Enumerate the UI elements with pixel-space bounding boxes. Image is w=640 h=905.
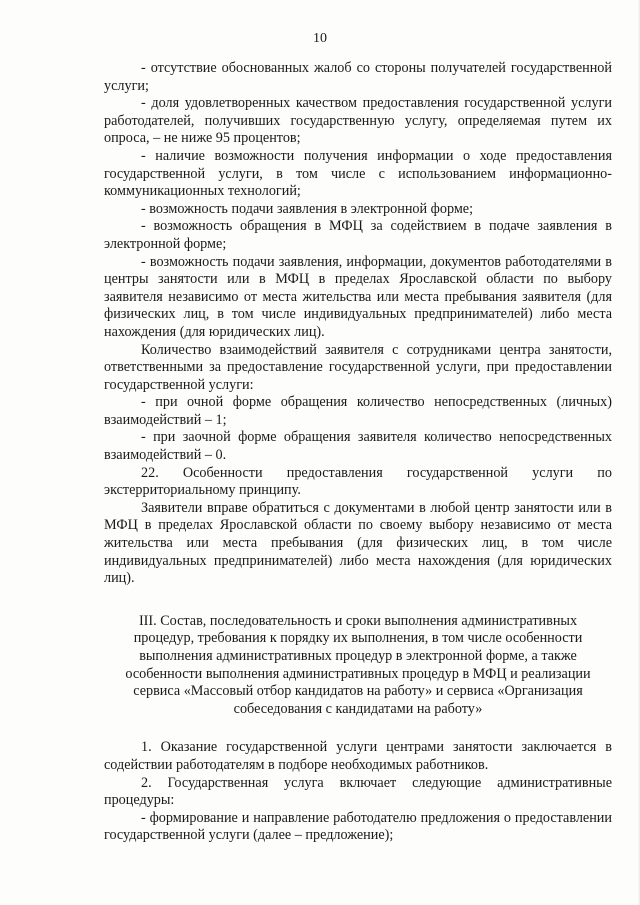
paragraph-in-person-interactions: - при очной форме обращения количество непосредственных (личных) взаимодействий – 1; <box>104 394 612 428</box>
paragraph-mfc-assistance: - возможность обращения в МФЦ за содействием в подаче заявления в электронной форме; <box>104 218 612 252</box>
paragraph-procedure-proposal: - формирование и направление работодателю предложения о предоставлении государственной услуги (далее – предложение); <box>104 809 612 844</box>
paragraph-no-complaints: - отсутствие обоснованных жалоб со стороны получателей государственной услуги; <box>104 60 612 94</box>
paragraph-electronic-application: - возможность подачи заявления в электронной форме; <box>141 200 474 217</box>
paragraph-interaction-count: Количество взаимодействий заявителя с сотрудниками центра занятости, ответственными за предоставление государственной услуги, при предоставлении государственной услуги: <box>104 341 612 393</box>
paragraph-submission-options: - возможность подачи заявления, информации, документов работодателями в центры занятости или в МФЦ в пределах Ярославской области по выбору заявителя независимо от места жительства или места пребывания заявителя (для физических лиц, в том числе индивидуальных предпринимателей) либо места нахождения (для юридических лиц). <box>104 253 612 340</box>
page-number: 10 <box>313 31 327 46</box>
paragraph-remote-interactions: - при заочной форме обращения заявителя количество непосредственных взаимодействий – 0. <box>104 429 612 464</box>
paragraph-service-essence: 1. Оказание государственной услуги центрами занятости заключается в содействии работодателям в подборе необходимых работников. <box>104 739 612 773</box>
paragraph-procedures-intro: 2. Государственная услуга включает следующие административные процедуры: <box>104 774 612 809</box>
paragraph-progress-info: - наличие возможности получения информации о ходе предоставления государственной услуги, в том числе с использованием информационно-коммуникационных технологий; <box>104 147 612 200</box>
paragraph-extraterritorial-rule: Заявители вправе обратиться с документами в любой центр занятости или в МФЦ в пределах Ярославской области по своему выбору независимо от места жительства или места пребывания (для физических лиц, в том числе индивидуальных предпринимателей) либо места нахождения (для юридических лиц). <box>104 499 612 587</box>
paragraph-extraterritorial-title: 22. Особенности предоставления государственной услуги по экстерриториальному принципу. <box>104 464 612 499</box>
section-heading: III. Состав, последовательность и сроки выполнения административных процедур, требования к порядку их выполнения, в том числе особенности выполнения административных процедур в электронной форме, а также особенности выполнения административных процедур в МФЦ и реализации сервиса «Массовый отбор кандидатов на работу» и сервиса «Организация собеседования с кандидатами на работу» <box>125 612 591 717</box>
paragraph-satisfaction-share: - доля удовлетворенных качеством предоставления государственной услуги работодателей, получивших государственную услугу, определяемая путем их опроса, – не ниже 95 процентов; <box>104 95 612 147</box>
document-body <box>104 60 612 845</box>
